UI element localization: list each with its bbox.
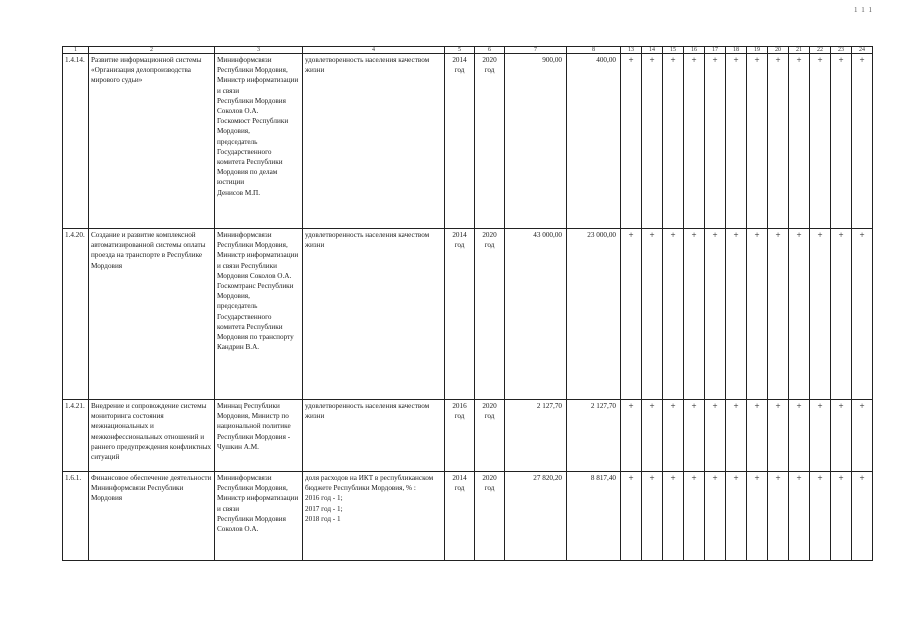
year-mark: + [747,229,768,400]
year-mark: + [705,54,726,229]
year-mark: + [810,472,831,561]
year-mark: + [831,472,852,561]
executor-cell [215,54,303,229]
col-header: 17 [705,47,726,54]
start-year-cell [445,400,475,472]
year-mark: + [852,229,873,400]
executor-cell [215,472,303,561]
end-year-cell [475,54,505,229]
year-mark: + [789,472,810,561]
year-mark: + [789,229,810,400]
row-index: 1.6.1. [63,472,89,561]
year-mark: + [726,54,747,229]
amount-col8: 8 817,40 [567,472,621,561]
year-mark: + [810,229,831,400]
program-table-container [62,46,865,561]
year-mark: + [705,472,726,561]
col-header: 24 [852,47,873,54]
year-mark: + [642,54,663,229]
row-index: 1.4.20. [63,229,89,400]
col-header: 4 [303,47,445,54]
end-year-cell [475,229,505,400]
year-mark: + [747,54,768,229]
year-mark: + [621,54,642,229]
year-mark: + [705,229,726,400]
col-header: 21 [789,47,810,54]
year-mark: + [642,472,663,561]
amount-col7: 43 000,00 [505,229,567,400]
indicator-text: удовлетворенность населения качеством жизни [305,231,430,250]
end-year-cell [475,472,505,561]
year-mark: + [747,400,768,472]
executor-text: Мининформсвязи Республики Мордовия, Министр информатизации и связи Республики Мордовия Соколов О.А. [217,474,299,534]
table-row [63,229,873,400]
year-mark: + [684,400,705,472]
end-year: 2020 год [482,56,497,75]
col-header: 8 [567,47,621,54]
end-year: 2020 год [482,474,497,493]
indicator-text: удовлетворенность населения качеством жизни [305,56,430,75]
col-header: 5 [445,47,475,54]
measure-name: Развитие информационной системы «Организация делопроизводства мирового судьи» [89,54,215,229]
end-year: 2020 год [482,231,497,250]
col-header: 3 [215,47,303,54]
year-mark: + [663,229,684,400]
year-mark: + [831,229,852,400]
col-header: 7 [505,47,567,54]
row-index: 1.4.14. [63,54,89,229]
executor-text: Мининформсвязи Республики Мордовия, Министр информатизации и связи Республики Мордовия Соколов О.А. Госкомюст Республики Мордовия, председатель Государственного комитета Республики Мордовия по делам юстиции Денисов М.П. [217,56,299,197]
col-header: 19 [747,47,768,54]
indicator-cell [303,472,445,561]
year-mark: + [768,400,789,472]
year-mark: + [684,472,705,561]
year-mark: + [768,54,789,229]
row-index: 1.4.21. [63,400,89,472]
end-year: 2020 год [482,402,497,421]
year-mark: + [663,472,684,561]
amount-col8: 2 127,70 [567,400,621,472]
year-mark: + [705,400,726,472]
year-mark: + [810,54,831,229]
year-mark: + [684,54,705,229]
indicator-cell [303,229,445,400]
indicator-cell [303,54,445,229]
col-header: 16 [684,47,705,54]
year-mark: + [621,472,642,561]
year-mark: + [852,472,873,561]
year-mark: + [663,400,684,472]
year-mark: + [642,229,663,400]
measure-name: Создание и развитие комплексной автоматизированной системы оплаты проезда на транспорте в Республике Мордовия [89,229,215,400]
page-number: 1 1 1 [854,6,873,14]
year-mark: + [831,400,852,472]
table-row [63,472,873,561]
col-header: 23 [831,47,852,54]
indicator-text: удовлетворенность населения качеством жизни [305,402,430,421]
col-header: 1 [63,47,89,54]
executor-cell [215,400,303,472]
year-mark: + [789,54,810,229]
year-mark: + [621,400,642,472]
year-mark: + [684,229,705,400]
measure-name: Внедрение и сопровождение системы мониторинга состояния межнациональных и межконфессиональных отношений и раннего предупреждения конфликтных ситуаций [89,400,215,472]
col-header: 2 [89,47,215,54]
year-mark: + [726,229,747,400]
start-year-cell [445,472,475,561]
year-mark: + [726,472,747,561]
measure-name: Финансовое обеспечение деятельности Мининформсвязи Республики Мордовия [89,472,215,561]
year-mark: + [852,54,873,229]
table-row [63,400,873,472]
indicator-cell [303,400,445,472]
year-mark: + [789,400,810,472]
executor-text: Мининформсвязи Республики Мордовия, Министр информатизации и связи Республики Мордовия Соколов О.А. Госкомтранс Республики Мордовия, председатель Государственного комитета Республики Мордовия по транспорту Кандрин В.А. [217,231,299,352]
indicator-text: доля расходов на ИКТ в республиканском бюджете Республики Мордовия, % : 2016 год - 1; 2017 год - 1; 2018 год - 1 [305,474,434,523]
col-header: 22 [810,47,831,54]
amount-col7: 27 820,20 [505,472,567,561]
col-header: 13 [621,47,642,54]
col-header: 18 [726,47,747,54]
year-mark: + [663,54,684,229]
year-mark: + [747,472,768,561]
start-year: 2014 год [452,56,467,75]
year-mark: + [642,400,663,472]
amount-col8: 23 000,00 [567,229,621,400]
amount-col7: 900,00 [505,54,567,229]
column-number-row [63,47,873,54]
start-year: 2014 год [452,474,467,493]
col-header: 6 [475,47,505,54]
executor-cell [215,229,303,400]
amount-col8: 400,00 [567,54,621,229]
year-mark: + [768,472,789,561]
year-mark: + [810,400,831,472]
program-table [62,46,873,561]
year-mark: + [831,54,852,229]
col-header: 14 [642,47,663,54]
year-mark: + [726,400,747,472]
col-header: 15 [663,47,684,54]
executor-text: Миннац Республики Мордовия, Министр по национальной политике Республики Мордовия - Чушкин А.М. [217,402,291,451]
end-year-cell [475,400,505,472]
amount-col7: 2 127,70 [505,400,567,472]
year-mark: + [768,229,789,400]
col-header: 20 [768,47,789,54]
table-row [63,54,873,229]
start-year: 2014 год [452,231,467,250]
year-mark: + [621,229,642,400]
start-year-cell [445,229,475,400]
start-year-cell [445,54,475,229]
year-mark: + [852,400,873,472]
start-year: 2016 год [452,402,467,421]
